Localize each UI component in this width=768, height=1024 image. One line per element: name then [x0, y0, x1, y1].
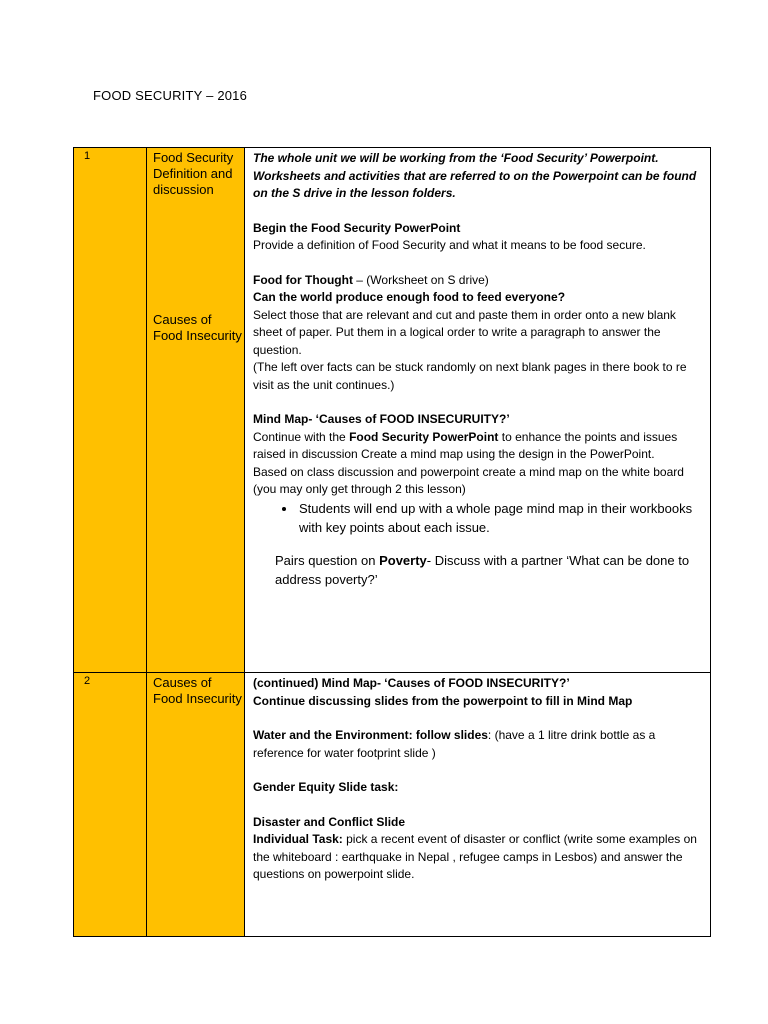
table-row — [74, 148, 711, 673]
section-heading-line — [253, 272, 702, 290]
topic-cell — [147, 673, 245, 937]
section-heading: Begin the Food Security PowerPoint — [253, 220, 461, 235]
section-heading: Food for Thought — [253, 272, 353, 287]
section-text: Continue with the — [253, 429, 350, 444]
pairs-text: Pairs question on — [275, 552, 380, 568]
section-heading: Individual Task: — [253, 832, 343, 846]
lesson-number: 2 — [84, 675, 91, 687]
section-heading: Mind Map- ‘Causes of FOOD INSECURUITY?’ — [253, 412, 510, 426]
section-text: Based on class discussion and powerpoint create a mind map on the white board (you may only get through 2 this lesson) — [253, 464, 684, 496]
section-text-line — [253, 831, 702, 884]
list-item: • Students will end up with a whole page mind map in their workbooks with key points about each issue. — [297, 499, 702, 537]
section-heading: Water and the Environment: follow slides — [253, 728, 488, 742]
content-cell — [245, 673, 711, 937]
section-text: : (have a 1 litre drink bottle as a reference for water footprint slide ) — [253, 728, 656, 760]
pairs-bold: Poverty — [379, 552, 427, 568]
section-text-bold: Food Security PowerPoint — [349, 429, 499, 444]
topic-label: Causes of Food Insecurity — [153, 675, 242, 706]
question-text: Can the world produce enough food to feed everyone? — [253, 290, 566, 304]
section-text: pick a recent event of disaster or conflict (write some examples on the whiteboard : earthquake in Nepal , refugee camps in Lesbos) and answer the questions on powerpoint slide. — [253, 832, 697, 881]
bullet-list — [253, 499, 702, 537]
pairs-question — [253, 551, 702, 589]
section-note: (The left over facts can be stuck randomly on next blank pages in there book to re visit as the unit continues.) — [253, 360, 687, 392]
lesson-number-cell — [74, 673, 147, 937]
section-heading-suffix: – (Worksheet on S drive) — [352, 272, 489, 287]
topic-label: Food Security Definition and discussion — [153, 150, 234, 197]
section-heading: (continued) Mind Map- ‘Causes of FOOD INSECURITY?’ — [253, 676, 570, 690]
lesson-plan-table — [73, 147, 711, 937]
intro-text: The whole unit we will be working from the ‘Food Security’ Powerpoint. — [253, 151, 659, 165]
document-title: FOOD SECURITY – 2016 — [93, 88, 248, 103]
pairs-text: - Discuss with a partner ‘What can be done to address poverty?’ — [275, 552, 690, 587]
section-heading: Disaster and Conflict Slide — [253, 814, 406, 829]
section-text-line — [253, 727, 702, 762]
topic-label: Causes of Food Insecurity — [153, 312, 242, 343]
lesson-number-cell — [74, 148, 147, 673]
section-text: Continue discussing slides from the powerpoint to fill in Mind Map — [253, 693, 633, 708]
section-text: to enhance the points and issues raised in discussion Create a mind map using the design in the PowerPoint. — [253, 429, 678, 461]
topic-cell — [147, 148, 245, 673]
table-row — [74, 673, 711, 937]
content-cell — [245, 148, 711, 673]
lesson-number: 1 — [84, 150, 91, 162]
intro-text: Worksheets and activities that are referred to on the Powerpoint can be found on the S drive in the lesson folders. — [253, 168, 697, 200]
section-heading: Gender Equity Slide task: — [253, 780, 399, 794]
section-text-line — [253, 429, 702, 464]
section-text: Provide a definition of Food Security and what it means to be food secure. — [253, 238, 646, 252]
section-text: Select those that are relevant and cut and paste them in order onto a new blank sheet of paper. Put them in a logical order to write a paragraph to answer the question. — [253, 307, 676, 357]
